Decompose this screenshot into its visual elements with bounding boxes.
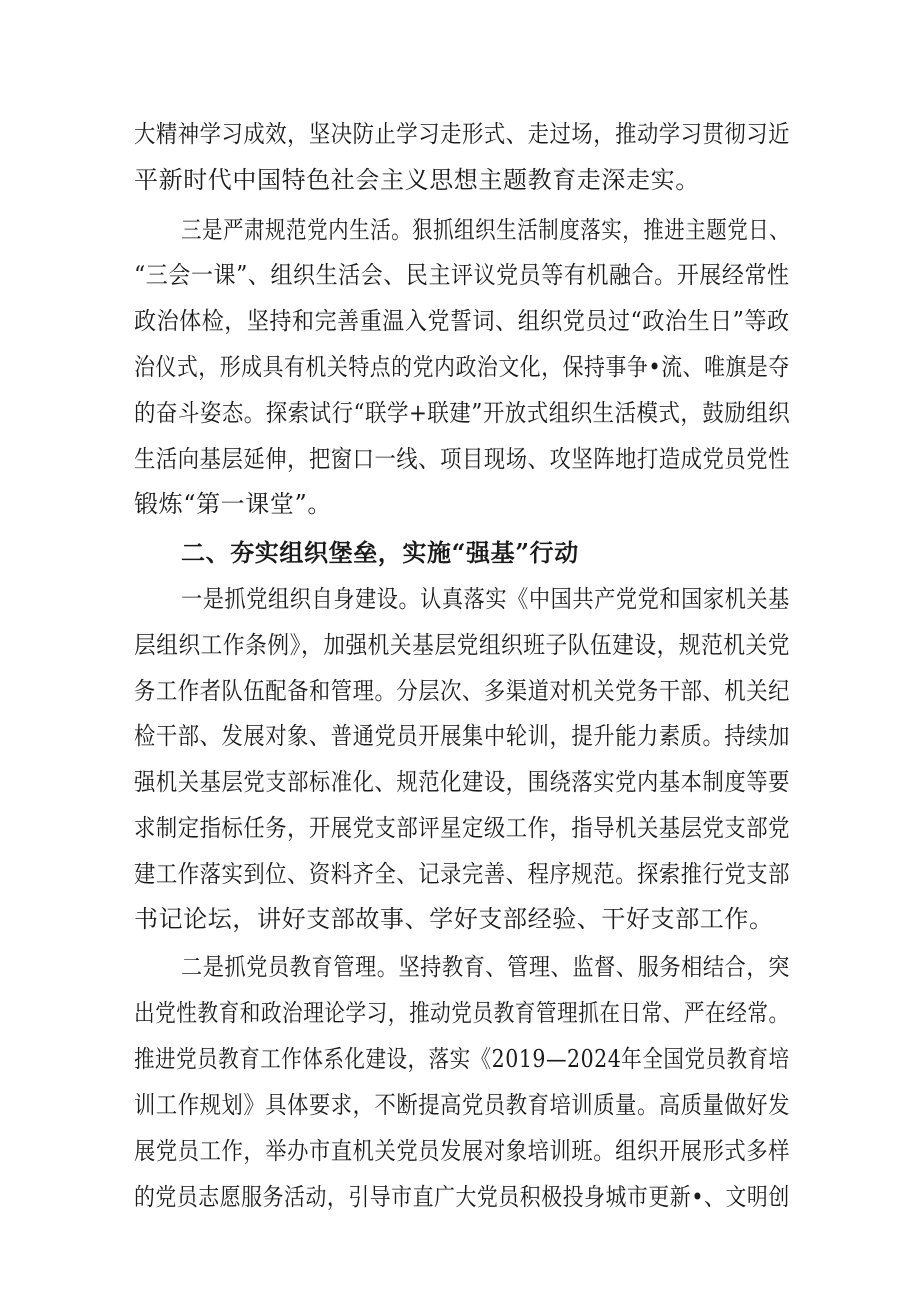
text-line: “三会一课”、组织生活会、民主评议党员等有机融合。开展经常性	[134, 261, 790, 289]
text-line: 书记论坛，讲好支部故事、学好支部经验、干好支部工作。	[134, 905, 774, 933]
text-line: 层组织工作条例》，加强机关基层党组织班子队伍建设，规范机关党	[134, 631, 791, 659]
text-line: 求制定指标任务，开展党支部评星定级工作，指导机关基层党支部党	[134, 814, 791, 842]
paragraph-first-line: 二是抓党员教育管理。坚持教育、管理、监督、服务相结合，突	[181, 953, 790, 981]
text-line: 务工作者队伍配备和管理。分层次、多渠道对机关党务干部、机关纪	[134, 677, 791, 705]
text-line: 出党性教育和政治理论学习，推动党员教育管理抓在日常、严在经常。	[134, 999, 790, 1027]
paragraph-first-line: 一是抓党组织自身建设。认真落实《中国共产党党和国家机关基	[181, 585, 790, 613]
text-line: 生活向基层延伸，把窗口一线、项目现场、攻坚阵地打造成党员党性	[134, 445, 791, 473]
text-line: 展党员工作，举办市直机关党员发展对象培训班。组织开展形式多样	[134, 1137, 791, 1165]
text-line: 推进党员教育工作体系化建设，落实《2019—2024年全国党员教育培	[134, 1045, 790, 1073]
text-line: 锻炼“第一课堂”。	[134, 490, 332, 518]
text-line: 建工作落实到位、资料齐全、记录完善、程序规范。探索推行党支部	[134, 860, 791, 888]
text-line: 的奋斗姿态。探索试行“联学+联建”开放式组织生活模式，鼓励组织	[134, 399, 791, 427]
text-line: 训工作规划》具体要求，不断提高党员教育培训质量。高质量做好发	[134, 1091, 791, 1119]
text-line: 强机关基层党支部标准化、规范化建设，围绕落实党内基本制度等要	[134, 768, 791, 796]
section-heading: 二、夯实组织堡垒，实施“强基”行动	[181, 538, 579, 567]
text-line: 治仪式，形成具有机关特点的党内政治文化，保持事争•流、唯旗是夺	[134, 353, 790, 381]
text-line: 的党员志愿服务活动，引导市直广大党员积极投身城市更新•、文明创	[134, 1183, 790, 1211]
text-line: 平新时代中国特色社会主义思想主题教育走深走实。	[134, 166, 700, 194]
paragraph-first-line: 三是严肃规范党内生活。狠抓组织生活制度落实，推进主题党日、	[181, 216, 791, 244]
text-line: 检干部、发展对象、普通党员开展集中轮训，提升能力素质。持续加	[134, 722, 791, 750]
text-line: 大精神学习成效，坚决防止学习走形式、走过场，推动学习贯彻习近	[134, 120, 791, 148]
text-line: 政治体检，坚持和完善重温入党誓词、组织党员过“政治生日”等政	[134, 307, 790, 335]
